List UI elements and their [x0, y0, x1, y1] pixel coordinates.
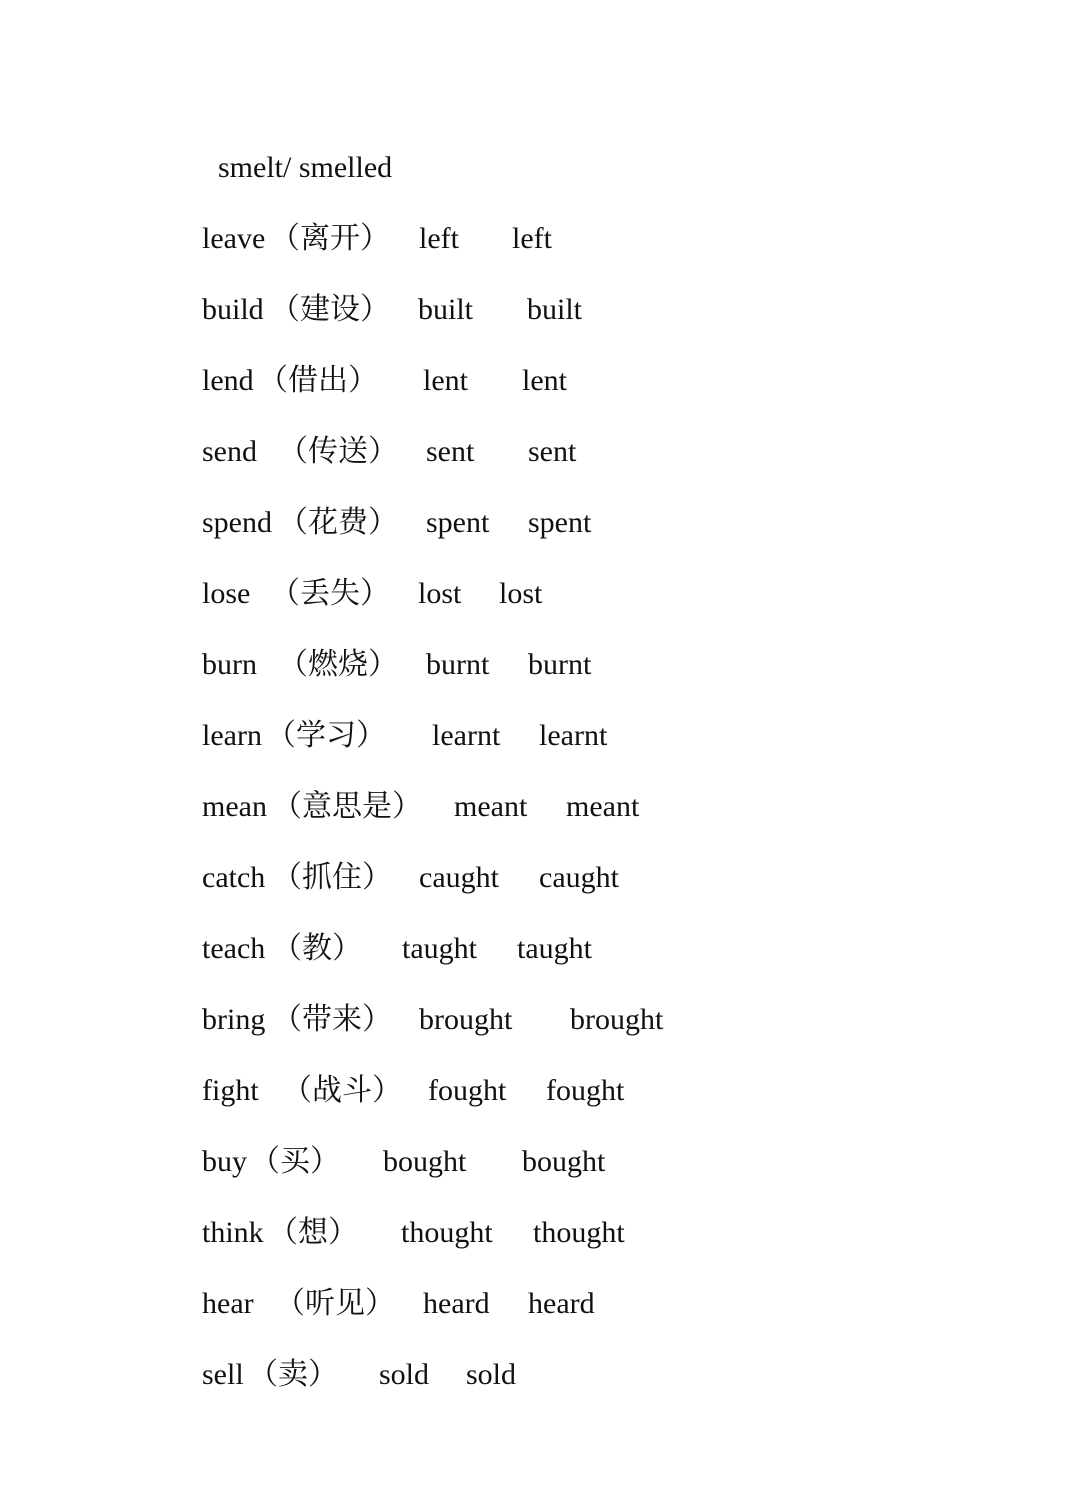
verb-row-burn: [0, 645, 1080, 685]
verb-base: build: [202, 293, 264, 326]
verb-row-fight: [0, 1071, 1080, 1111]
verb-meaning: （买）: [250, 1145, 340, 1178]
verb-row-think: [0, 1213, 1080, 1253]
verb-participle: thought: [533, 1216, 625, 1249]
verb-past: heard: [423, 1287, 490, 1320]
verb-base: hear: [202, 1287, 254, 1320]
verb-past: fought: [428, 1074, 507, 1107]
verb-meaning: （抓住）: [272, 861, 392, 894]
verb-participle: heard: [528, 1287, 595, 1320]
verb-past: bought: [383, 1145, 467, 1178]
verb-meaning: （教）: [272, 932, 362, 965]
verb-row-sell: [0, 1355, 1080, 1395]
verb-meaning: （借出）: [258, 364, 378, 397]
verb-meaning: （丢失）: [270, 577, 390, 610]
continuation-line: [0, 148, 1080, 188]
verb-participle: bought: [522, 1145, 606, 1178]
verb-participle: lost: [499, 577, 543, 610]
verb-participle: lent: [522, 364, 567, 397]
verb-meaning: （传送）: [278, 435, 398, 468]
verb-meaning: （离开）: [270, 222, 390, 255]
verb-base: bring: [202, 1003, 266, 1036]
verb-past: brought: [419, 1003, 513, 1036]
verb-base: sell: [202, 1358, 244, 1391]
verb-participle: taught: [517, 932, 592, 965]
verb-participle: learnt: [539, 719, 608, 752]
verb-participle: left: [512, 222, 552, 255]
verb-past: burnt: [426, 648, 490, 681]
verb-row-lose: [0, 574, 1080, 614]
verb-past: left: [419, 222, 459, 255]
verb-meaning: （燃烧）: [278, 648, 398, 681]
verb-past: built: [418, 293, 474, 326]
verb-meaning: （战斗）: [282, 1074, 402, 1107]
verb-base: lend: [202, 364, 254, 397]
verb-row-teach: [0, 929, 1080, 969]
verb-participle: sold: [466, 1358, 517, 1391]
verb-base: mean: [202, 790, 267, 823]
verb-past: caught: [419, 861, 499, 894]
verb-row-buy: [0, 1142, 1080, 1182]
verb-row-hear: [0, 1284, 1080, 1324]
verb-base: catch: [202, 861, 266, 894]
verb-past: spent: [426, 506, 490, 539]
verb-base: spend: [202, 506, 272, 539]
verb-base: send: [202, 435, 257, 468]
verb-row-learn: [0, 716, 1080, 756]
verb-meaning: （花费）: [278, 506, 398, 539]
verb-meaning: （想）: [268, 1216, 358, 1249]
verb-row-build: [0, 290, 1080, 330]
verb-past: meant: [454, 790, 528, 823]
verb-past: lent: [423, 364, 468, 397]
verb-meaning: （建设）: [270, 293, 390, 326]
verb-participle: brought: [570, 1003, 664, 1036]
verb-row-spend: [0, 503, 1080, 543]
verb-participle: spent: [528, 506, 592, 539]
verb-past: learnt: [432, 719, 501, 752]
verb-row-catch: [0, 858, 1080, 898]
verb-base: lose: [202, 577, 251, 610]
verb-meaning: （听见）: [275, 1287, 395, 1320]
verb-meaning: （意思是）: [272, 790, 422, 823]
verb-meaning: （卖）: [248, 1358, 338, 1391]
verb-past: taught: [402, 932, 477, 965]
verb-row-mean: [0, 787, 1080, 827]
verb-base: fight: [202, 1074, 259, 1107]
verb-participle: caught: [539, 861, 619, 894]
verb-meaning: （带来）: [272, 1003, 392, 1036]
verb-participle: fought: [546, 1074, 625, 1107]
verb-base: teach: [202, 932, 266, 965]
verb-past: lost: [418, 577, 462, 610]
verb-base: learn: [202, 719, 262, 752]
verb-past: thought: [401, 1216, 493, 1249]
verb-base: think: [202, 1216, 264, 1249]
verb-meaning: （学习）: [266, 719, 386, 752]
verb-base: buy: [202, 1145, 247, 1178]
verb-participle: sent: [528, 435, 577, 468]
verb-row-send: [0, 432, 1080, 472]
verb-base: burn: [202, 648, 257, 681]
verb-participle: burnt: [528, 648, 592, 681]
verb-participle: meant: [566, 790, 640, 823]
verb-base: leave: [202, 222, 266, 255]
verb-row-leave: [0, 219, 1080, 259]
verb-row-lend: [0, 361, 1080, 401]
verb-past: sent: [426, 435, 475, 468]
verb-row-bring: [0, 1000, 1080, 1040]
verb-past: sold: [379, 1358, 430, 1391]
continuation-text: smelt/ smelled: [218, 151, 393, 184]
verb-participle: built: [527, 293, 583, 326]
